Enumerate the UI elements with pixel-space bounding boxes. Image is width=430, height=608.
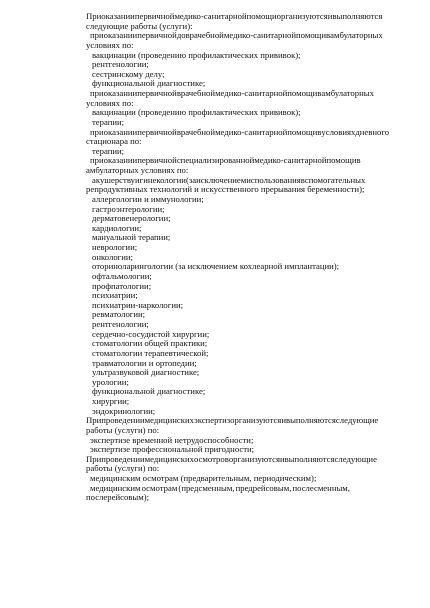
text-line: стационара по: [86, 136, 142, 147]
text-line: психиатрии-наркологии; [92, 299, 184, 310]
word: врачебной [176, 126, 216, 137]
text-line: оториноларингологии (за исключением кохлеарной имплантации); [92, 261, 340, 272]
word: врачебной [176, 88, 216, 98]
text-line: терапии; [92, 145, 125, 156]
word: при [90, 126, 104, 137]
word: оказании [103, 88, 138, 98]
text-line: рентгенологии; [92, 319, 149, 329]
text-line: неврологии; [92, 242, 138, 252]
word: оказании [103, 30, 138, 41]
word: При [86, 415, 102, 426]
text-line: послерейсовым); [86, 492, 150, 503]
text-line: сестринскому делу; [92, 68, 165, 79]
word: медико-санитарной [215, 126, 288, 137]
word: и [135, 174, 140, 185]
word: выполняются [285, 415, 336, 426]
word: (за [185, 174, 197, 185]
word: медико-санитарной [223, 30, 297, 41]
word: помощи [326, 155, 357, 166]
word: дневного [355, 126, 390, 137]
text-line: мануальной терапии; [92, 232, 171, 243]
word: осмотрам [141, 482, 178, 493]
word: медико-санитарной [215, 88, 288, 98]
text-line: условиях по: [86, 97, 134, 108]
word: первичной [137, 155, 177, 166]
text-line: дерматовенерологии; [92, 213, 171, 224]
text-line: вакцинации (проведению профилактических прививок); [92, 49, 301, 60]
text-line: функциональной диагностике; [92, 78, 206, 89]
text-line: кардиологии; [92, 222, 142, 233]
word: оказании [101, 11, 135, 21]
text-line: ультразвуковой диагностике; [92, 367, 200, 378]
word: использования [246, 174, 301, 185]
word: (предсменным, [178, 482, 235, 493]
text-line: следующие работы (услуги): [86, 20, 193, 31]
word: медико-санитарной [254, 155, 327, 166]
word: доврачебной [176, 30, 224, 41]
word: выполняются [284, 453, 335, 464]
text-line: стоматологии терапевтической; [92, 347, 209, 358]
word: медико-санитарной [174, 11, 247, 21]
text-line: работы (услуги) по: [86, 424, 160, 435]
word: оказании [103, 126, 138, 137]
text-line: офтальмологии; [92, 270, 152, 281]
word: экспертиз [193, 415, 231, 426]
word: при [90, 155, 104, 166]
text-line: аллергологии и иммунологии; [92, 193, 204, 204]
word: медицинских [144, 453, 194, 464]
text-line: ревматологии; [92, 309, 146, 320]
word: в [326, 30, 331, 41]
text-line: травматологии и ортопедии; [92, 357, 197, 368]
text-line: амбулаторных условиях по: [86, 165, 189, 175]
text-line: рентгенологии; [92, 59, 149, 70]
text-line: стоматологии общей практики; [92, 338, 208, 349]
word: первичной [134, 11, 175, 21]
text-line: репродуктивных технологий и искусственного прерывания беременности); [86, 184, 365, 195]
word: организуются [230, 415, 282, 426]
text-line: работы (услуги) по: [86, 463, 160, 474]
word: условиях [321, 126, 356, 137]
word: и [281, 415, 286, 426]
word: гинекологии [139, 174, 186, 185]
text-line: экспертизе временной нетрудоспособности; [90, 434, 254, 445]
word: первичной [137, 126, 177, 137]
word: помощи [287, 126, 318, 137]
word: проведении [101, 453, 145, 464]
word: первичной [137, 88, 177, 98]
word: при [90, 30, 104, 41]
word: медицинских [144, 415, 194, 426]
word: послесменным, [292, 482, 350, 493]
word: и [327, 11, 333, 21]
word: медицинским [90, 482, 141, 493]
word: специализированной [176, 155, 255, 166]
text-line: функциональной диагностике; [92, 386, 206, 397]
word: При [86, 11, 102, 21]
text-line: психиатрии; [92, 290, 138, 301]
word: помощи [287, 88, 318, 98]
text-line: профпатологии; [92, 280, 152, 291]
word: осмотров [193, 453, 229, 464]
text-line: медицинским осмотрам (предварительным, периодическим); [90, 473, 317, 483]
text-line: гастроэнтерологии; [92, 203, 165, 214]
text-line: вакцинации (проведению профилактических прививок); [92, 107, 301, 118]
word: следующие [334, 453, 377, 464]
word: оказании [103, 155, 138, 166]
word: амбулаторных [330, 30, 383, 41]
word: в [356, 155, 361, 166]
word: акушерству [92, 174, 135, 185]
text-line: онкологии; [92, 251, 133, 262]
word: при [90, 88, 104, 98]
word: организуются [276, 11, 328, 21]
word: предрейсовым, [235, 482, 292, 493]
word: помощи [246, 11, 277, 21]
text-line: условиях по: [86, 39, 134, 50]
word: в [317, 88, 322, 98]
word: помощи [296, 30, 327, 41]
text-line: экспертизе профессиональной пригодности; [90, 444, 255, 455]
word: в [317, 126, 322, 137]
text-line: хирургии; [92, 396, 130, 406]
word: следующие [335, 415, 379, 426]
word: исключением [196, 174, 247, 185]
text-line: сердечно-сосудистой хирургии; [92, 328, 210, 339]
word: амбулаторных [321, 88, 374, 98]
word: вспомогательных [300, 174, 366, 185]
text-line: терапии; [92, 116, 125, 127]
word: и [279, 453, 285, 464]
word: проведении [101, 415, 145, 426]
text-line: эндокринологии; [92, 405, 156, 416]
word: первичной [137, 30, 177, 41]
text-line: урологии; [92, 376, 129, 387]
word: выполняются [332, 11, 383, 21]
word: организуются [228, 453, 280, 464]
word: При [86, 453, 102, 464]
